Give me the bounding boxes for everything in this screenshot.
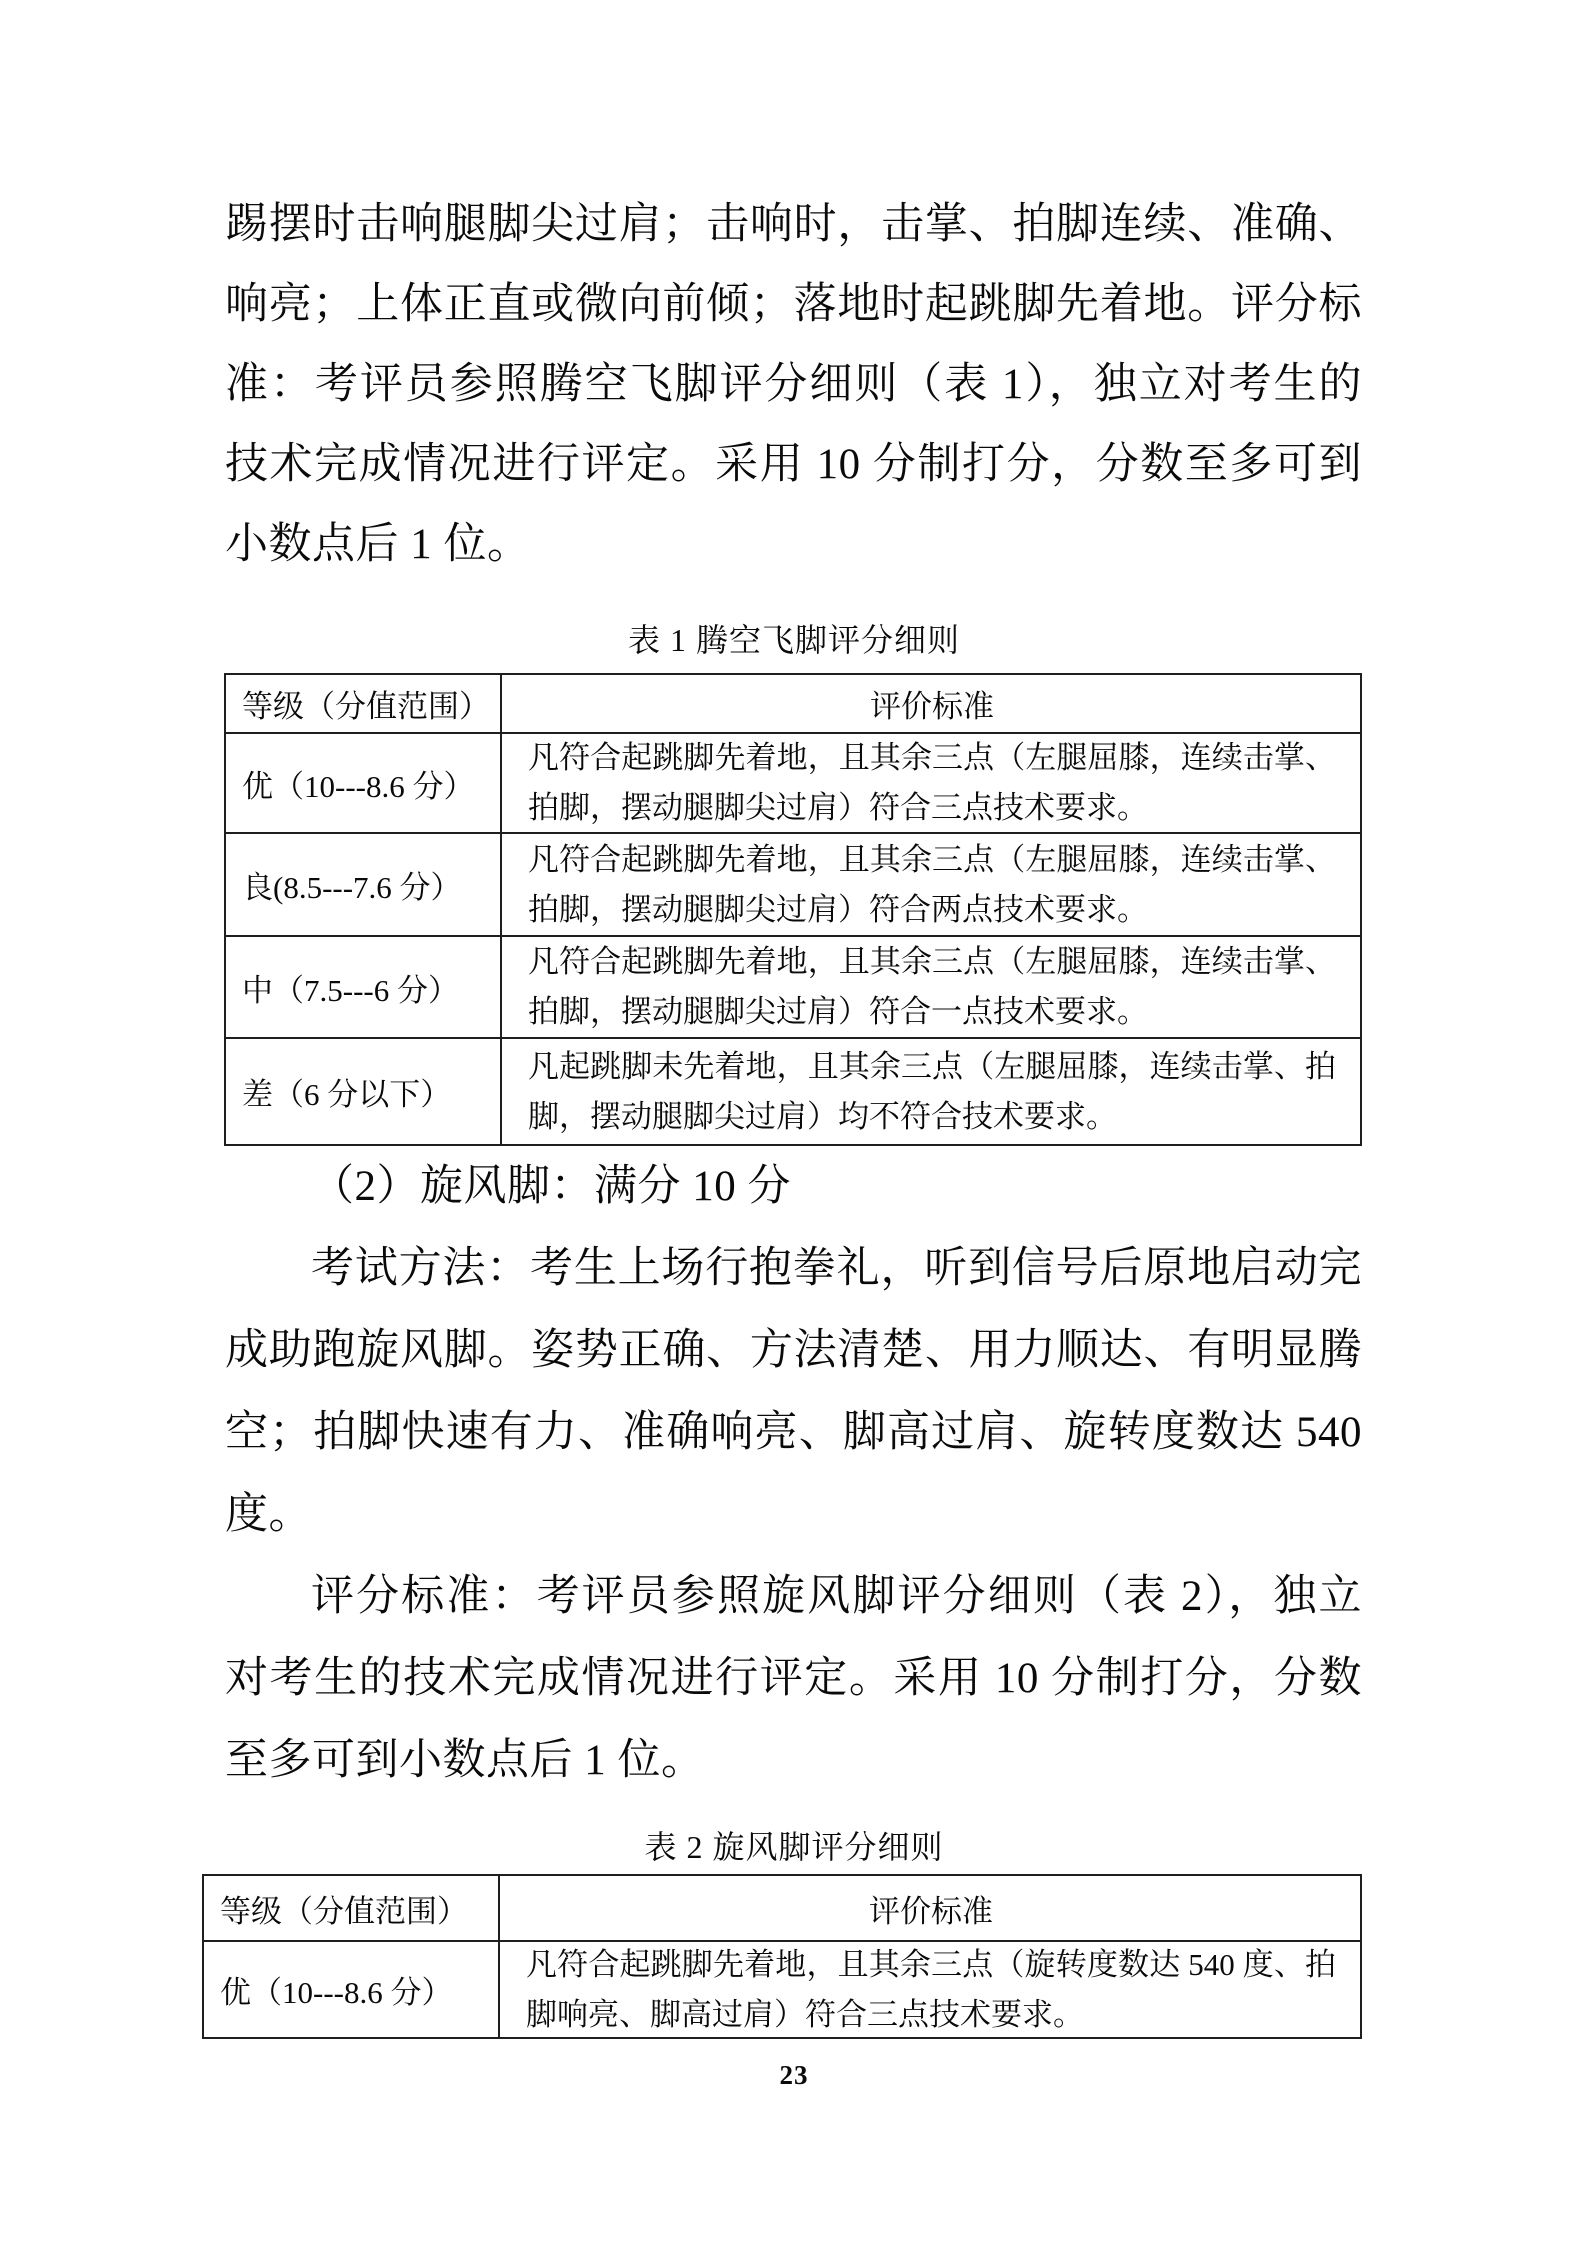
table-row xyxy=(226,732,1360,832)
table2-header-grade: 等级（分值范围） xyxy=(204,1876,500,1940)
intro-line: 小数点后 1 位。 xyxy=(225,521,531,568)
table-header-row xyxy=(204,1876,1360,1940)
grade-cell: 中（7.5---6 分） xyxy=(226,937,502,1037)
body-line: 考试方法：考生上场行抱拳礼，听到信号后原地启动完 xyxy=(311,1245,1362,1292)
criteria-line: 凡符合起跳脚先着地，且其余三点（左腿屈膝，连续击掌、 xyxy=(528,944,1336,979)
criteria-line: 脚响亮、脚高过肩）符合三点技术要求。 xyxy=(526,1996,1084,2032)
table-row xyxy=(204,1940,1360,2037)
criteria-line: 拍脚，摆动腿脚尖过肩）符合一点技术要求。 xyxy=(528,994,1148,1029)
body-line: 空；拍脚快速有力、准确响亮、脚高过肩、旋转度数达 540 xyxy=(225,1409,1362,1456)
grade-cell: 优（10---8.6 分） xyxy=(204,1942,500,2037)
table-row xyxy=(226,832,1360,935)
table1-header-criteria: 评价标准 xyxy=(870,689,994,724)
body-line: 成助跑旋风脚。姿势正确、方法清楚、用力顺达、有明显腾 xyxy=(225,1327,1362,1374)
table1 xyxy=(224,673,1362,1146)
criteria-line: 脚，摆动腿脚尖过肩）均不符合技术要求。 xyxy=(528,1098,1117,1134)
intro-line: 响亮；上体正直或微向前倾；落地时起跳脚先着地。评分标 xyxy=(225,281,1362,328)
intro-line: 踢摆时击响腿脚尖过肩；击响时，击掌、拍脚连续、准确、 xyxy=(225,201,1362,248)
grade-cell: 差（6 分以下） xyxy=(226,1039,502,1144)
body-line: 对考生的技术完成情况进行评定。采用 10 分制打分，分数 xyxy=(225,1655,1362,1702)
page-number: 23 xyxy=(779,2060,809,2090)
criteria-cell xyxy=(500,1942,1360,2037)
intro-paragraph xyxy=(225,185,1362,585)
criteria-cell xyxy=(502,834,1360,935)
section2-heading: （2）旋风脚：满分 10 分 xyxy=(311,1163,791,1210)
criteria-cell xyxy=(502,734,1360,832)
criteria-line: 拍脚，摆动腿脚尖过肩）符合三点技术要求。 xyxy=(528,790,1148,825)
intro-line: 准：考评员参照腾空飞脚评分细则（表 1），独立对考生的 xyxy=(225,361,1362,408)
section2-paragraphs xyxy=(225,1146,1362,1802)
grade-cell: 良(8.5---7.6 分） xyxy=(226,834,502,935)
table1-caption: 表 1 腾空飞脚评分细则 xyxy=(627,622,960,658)
body-line: 至多可到小数点后 1 位。 xyxy=(225,1737,705,1784)
criteria-line: 凡符合起跳脚先着地，且其余三点（左腿屈膝，连续击掌、 xyxy=(528,841,1336,877)
table-row xyxy=(226,935,1360,1037)
table2 xyxy=(202,1874,1362,2039)
body-line: 度。 xyxy=(225,1491,312,1538)
criteria-line: 凡符合起跳脚先着地，且其余三点（旋转度数达 540 度、拍 xyxy=(526,1946,1336,1982)
criteria-line: 凡符合起跳脚先着地，且其余三点（左腿屈膝，连续击掌、 xyxy=(528,740,1336,775)
criteria-cell xyxy=(502,1039,1360,1144)
grade-cell: 优（10---8.6 分） xyxy=(226,734,502,832)
table-header-row xyxy=(226,675,1360,732)
table2-caption: 表 2 旋风脚评分细则 xyxy=(644,1829,944,1865)
criteria-line: 拍脚，摆动腿脚尖过肩）符合两点技术要求。 xyxy=(528,891,1148,927)
table-row xyxy=(226,1037,1360,1144)
table1-header-grade: 等级（分值范围） xyxy=(226,675,502,732)
criteria-cell xyxy=(502,937,1360,1037)
intro-line: 技术完成情况进行评定。采用 10 分制打分，分数至多可到 xyxy=(225,441,1362,488)
body-line: 评分标准：考评员参照旋风脚评分细则（表 2），独立 xyxy=(311,1573,1362,1620)
table2-header-criteria: 评价标准 xyxy=(869,1893,993,1929)
criteria-line: 凡起跳脚未先着地，且其余三点（左腿屈膝，连续击掌、拍 xyxy=(528,1048,1336,1084)
